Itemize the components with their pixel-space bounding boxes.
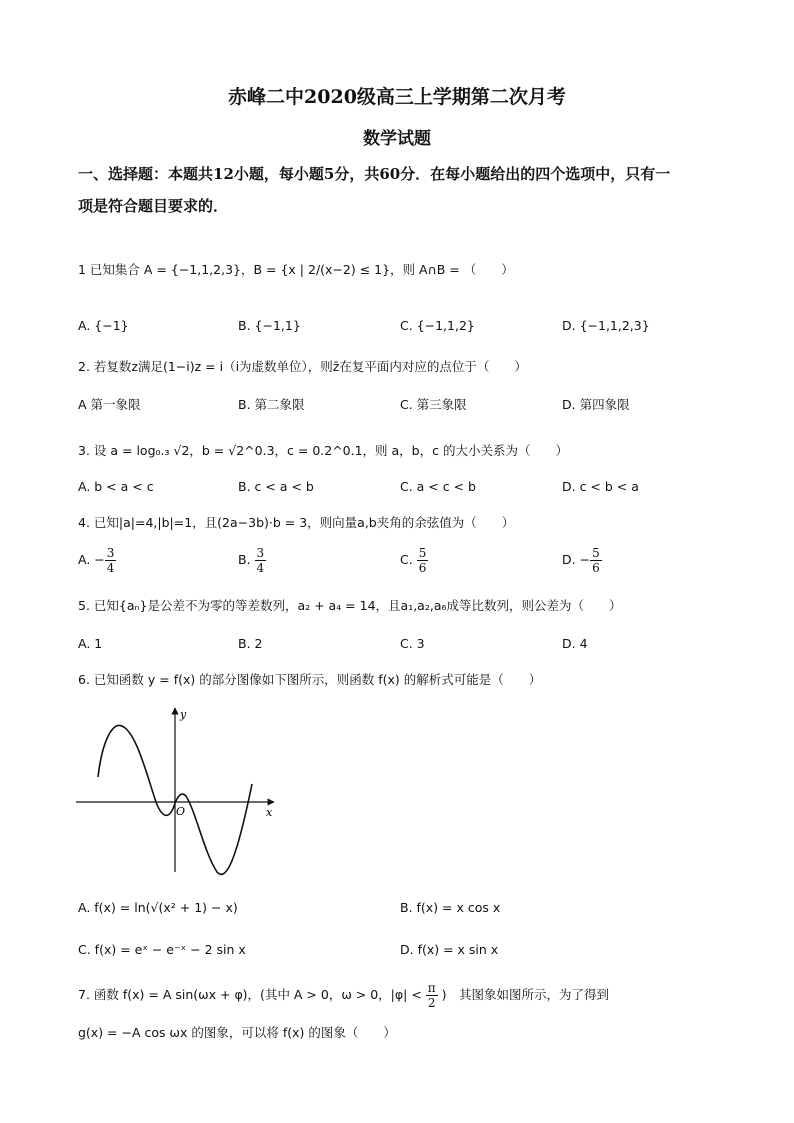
q4-option-c-numerator: 5 — [418, 546, 427, 560]
q4-option-d-sign: − — [579, 552, 591, 567]
exam-title: 赤峰二中2020级高三上学期第二次月考 — [228, 86, 566, 108]
q3-option-d: D. c < b < a — [562, 479, 639, 494]
q4-option-a — [78, 546, 116, 575]
function-graph — [74, 702, 284, 882]
q4-option-c-label: C. — [400, 552, 413, 567]
q3-option-a: A. b < a < c — [78, 479, 154, 494]
section-heading-line1: 一、选择题：本题共12小题，每小题5分，共60分．在每小题给出的四个选项中，只有一 — [78, 165, 671, 183]
q4-option-a-sign: − — [94, 552, 105, 567]
q1-option-a: A. {−1} — [78, 318, 129, 333]
q5-option-d: D. 4 — [562, 636, 588, 651]
q3-option-c: C. a < c < b — [400, 479, 476, 494]
question-7-stem-line1 — [78, 980, 609, 1010]
x-axis-label: x — [266, 806, 273, 819]
question-3-stem: 3. 设 a = log₀.₃ √2，b = √2^0.3，c = 0.2^0.1，则 a，b，c 的大小关系为（ ） — [78, 443, 568, 458]
q4-option-c-denominator: 6 — [418, 561, 427, 575]
question-4-stem: 4. 已知|a|=4,|b|=1，且(2a−3b)·b = 3，则向量a,b夹角的余弦值为（ ） — [78, 515, 515, 530]
q2-option-d: D. 第四象限 — [562, 397, 630, 412]
section-heading-line2: 项是符合题目要求的． — [78, 197, 229, 215]
q5-option-b: B. 2 — [238, 636, 263, 651]
q6-option-a: A. f(x) = ln(√(x² + 1) − x) — [78, 900, 238, 915]
q4-option-b-denominator: 4 — [256, 561, 265, 575]
question-1-stem: 1 已知集合 A = {−1,1,2,3}，B = {x | 2/(x−2) ≤ 1}，则 A∩B = （ ） — [78, 262, 514, 277]
q7-stem-part2: ) 其图象如图所示，为了得到 — [441, 987, 610, 1002]
q4-option-b-fraction — [255, 546, 267, 575]
q4-option-b-numerator: 3 — [256, 546, 265, 560]
q1-option-c: C. {−1,1,2} — [400, 318, 475, 333]
question-5-stem: 5. 已知{aₙ}是公差不为零的等差数列，a₂ + a₄ = 14，且a₁,a₂,a₆成等比数列，则公差为（ ） — [78, 598, 622, 613]
q7-fraction-numerator: π — [427, 981, 436, 995]
q1-option-b: B. {−1,1} — [238, 318, 301, 333]
q2-option-b: B. 第二象限 — [238, 397, 305, 412]
q7-stem-part1: 7. 函数 f(x) = A sin(ωx + φ)，(其中 A > 0，ω > 0，|φ| < — [78, 987, 422, 1002]
question-6-stem: 6. 已知函数 y = f(x) 的部分图像如下图所示，则函数 f(x) 的解析式可能是（ ） — [78, 672, 542, 687]
q5-option-a: A. 1 — [78, 636, 103, 651]
q7-pi-over-2 — [426, 981, 438, 1010]
q4-option-d-numerator: 5 — [592, 546, 600, 560]
exam-subtitle: 数学试题 — [363, 129, 431, 149]
q4-option-c — [400, 546, 428, 575]
q6-option-b: B. f(x) = x cos x — [400, 900, 501, 915]
y-axis-label: y — [180, 708, 187, 721]
q4-option-b — [238, 546, 266, 575]
q2-option-c: C. 第三象限 — [400, 397, 467, 412]
q5-option-c: C. 3 — [400, 636, 425, 651]
origin-label: O — [176, 805, 186, 818]
q6-option-c: C. f(x) = eˣ − e⁻ˣ − 2 sin x — [78, 942, 246, 957]
q4-option-d-fraction — [590, 546, 602, 575]
q4-option-a-denominator: 4 — [106, 561, 115, 575]
q4-option-b-label: B. — [238, 552, 251, 567]
q4-option-d-denominator: 6 — [592, 561, 600, 575]
q4-option-a-label: A. — [78, 552, 91, 567]
question-2-stem: 2. 若复数z满足(1−i)z = i（i为虚数单位），则z̄在复平面内对应的点位于（ ） — [78, 359, 527, 374]
q2-option-a: A 第一象限 — [78, 397, 141, 412]
q4-option-a-numerator: 3 — [106, 546, 115, 560]
q4-option-d-label: D. — [562, 552, 576, 567]
q6-option-d: D. f(x) = x sin x — [400, 942, 499, 957]
q3-option-b: B. c < a < b — [238, 479, 314, 494]
q4-option-a-fraction — [105, 546, 117, 575]
q7-fraction-denominator: 2 — [427, 996, 436, 1010]
q1-option-d: D. {−1,1,2,3} — [562, 318, 650, 333]
q4-option-c-fraction — [417, 546, 429, 575]
question-7-stem-line2: g(x) = −A cos ωx 的图象，可以将 f(x) 的图象（ ） — [78, 1025, 396, 1040]
q4-option-d — [562, 546, 602, 575]
